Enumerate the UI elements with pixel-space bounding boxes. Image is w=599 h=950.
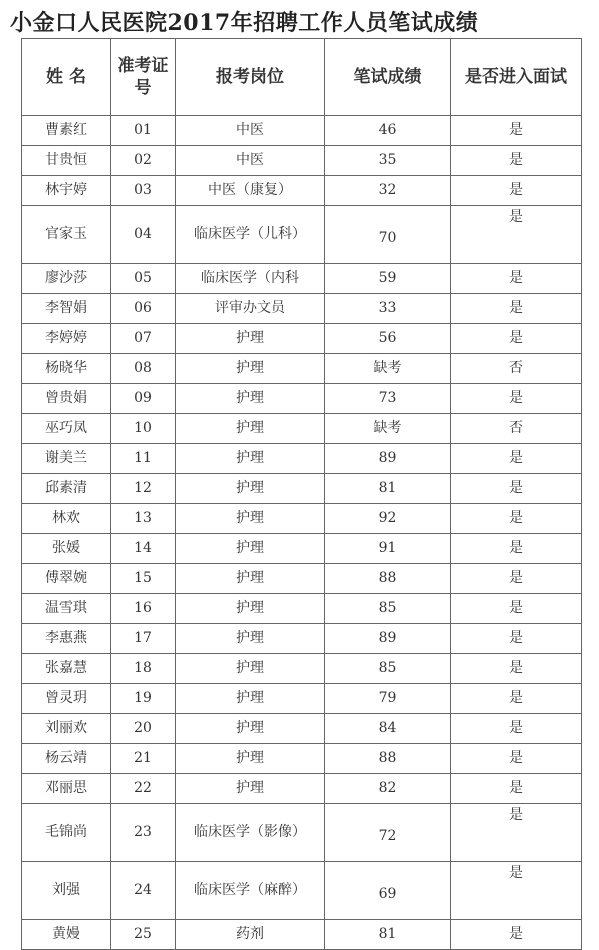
cell-interview: 是	[451, 116, 582, 146]
cell-score: 85	[325, 654, 451, 684]
cell-interview: 是	[451, 714, 582, 744]
cell-ticket: 15	[111, 564, 176, 594]
table-row	[22, 564, 582, 594]
cell-position: 评审办文员	[176, 294, 325, 324]
cell-name: 李惠燕	[22, 624, 111, 654]
table-row	[22, 264, 582, 294]
cell-position: 护理	[176, 774, 325, 804]
table-row	[22, 594, 582, 624]
cell-interview: 否	[451, 414, 582, 444]
header-name: 姓 名	[22, 39, 111, 116]
cell-position: 护理	[176, 654, 325, 684]
cell-position: 护理	[176, 594, 325, 624]
table-row	[22, 684, 582, 714]
cell-ticket: 05	[111, 264, 176, 294]
cell-position: 中医	[176, 116, 325, 146]
table-row	[22, 176, 582, 206]
cell-ticket: 03	[111, 176, 176, 206]
cell-score: 85	[325, 594, 451, 624]
cell-score: 缺考	[325, 414, 451, 444]
cell-position: 护理	[176, 684, 325, 714]
cell-position: 中医（康复）	[176, 176, 325, 206]
cell-position: 护理	[176, 384, 325, 414]
cell-name: 曾灵玥	[22, 684, 111, 714]
cell-ticket: 12	[111, 474, 176, 504]
header-interview: 是否进入面试	[451, 39, 582, 116]
cell-interview: 是	[451, 744, 582, 774]
cell-score: 33	[325, 294, 451, 324]
cell-interview: 是	[451, 206, 582, 264]
cell-name: 刘丽欢	[22, 714, 111, 744]
cell-score: 59	[325, 264, 451, 294]
cell-name: 廖沙莎	[22, 264, 111, 294]
cell-position: 护理	[176, 354, 325, 384]
cell-score: 79	[325, 684, 451, 714]
cell-ticket: 09	[111, 384, 176, 414]
cell-position: 临床医学（儿科）	[176, 206, 325, 264]
cell-name: 官家玉	[22, 206, 111, 264]
cell-ticket: 20	[111, 714, 176, 744]
cell-name: 甘贵恒	[22, 146, 111, 176]
cell-name: 李智娟	[22, 294, 111, 324]
cell-position: 护理	[176, 324, 325, 354]
cell-name: 刘强	[22, 862, 111, 920]
cell-name: 谢美兰	[22, 444, 111, 474]
cell-position: 临床医学（影像）	[176, 804, 325, 862]
table-row	[22, 324, 582, 354]
cell-interview: 是	[451, 384, 582, 414]
cell-interview: 是	[451, 474, 582, 504]
page-title: 小金口人民医院2017年招聘工作人员笔试成绩	[10, 10, 479, 36]
cell-name: 张媛	[22, 534, 111, 564]
cell-score: 32	[325, 176, 451, 206]
cell-interview: 是	[451, 264, 582, 294]
cell-ticket: 25	[111, 920, 176, 950]
table-row	[22, 206, 582, 264]
cell-score: 70	[325, 206, 451, 264]
table-row	[22, 116, 582, 146]
cell-position: 临床医学（麻醉）	[176, 862, 325, 920]
cell-interview: 是	[451, 294, 582, 324]
cell-name: 邓丽思	[22, 774, 111, 804]
cell-ticket: 02	[111, 146, 176, 176]
header-score: 笔试成绩	[325, 39, 451, 116]
score-table	[21, 38, 582, 950]
table-row	[22, 654, 582, 684]
cell-ticket: 19	[111, 684, 176, 714]
cell-interview: 是	[451, 176, 582, 206]
cell-name: 巫巧凤	[22, 414, 111, 444]
cell-score: 88	[325, 564, 451, 594]
cell-position: 中医	[176, 146, 325, 176]
table-row	[22, 294, 582, 324]
table-row	[22, 744, 582, 774]
cell-score: 89	[325, 444, 451, 474]
cell-ticket: 18	[111, 654, 176, 684]
cell-ticket: 04	[111, 206, 176, 264]
cell-position: 护理	[176, 504, 325, 534]
header-ticket: 准考证号	[111, 39, 176, 116]
cell-interview: 是	[451, 774, 582, 804]
cell-name: 邱素清	[22, 474, 111, 504]
cell-score: 88	[325, 744, 451, 774]
cell-score: 72	[325, 804, 451, 862]
cell-score: 89	[325, 624, 451, 654]
table-row	[22, 804, 582, 862]
cell-interview: 是	[451, 564, 582, 594]
cell-name: 李婷婷	[22, 324, 111, 354]
cell-score: 81	[325, 474, 451, 504]
cell-ticket: 01	[111, 116, 176, 146]
cell-position: 护理	[176, 474, 325, 504]
cell-ticket: 24	[111, 862, 176, 920]
cell-interview: 是	[451, 804, 582, 862]
table-row	[22, 444, 582, 474]
cell-ticket: 16	[111, 594, 176, 624]
cell-score: 84	[325, 714, 451, 744]
cell-name: 张嘉慧	[22, 654, 111, 684]
cell-position: 护理	[176, 744, 325, 774]
cell-position: 临床医学（内科	[176, 264, 325, 294]
cell-ticket: 14	[111, 534, 176, 564]
cell-score: 73	[325, 384, 451, 414]
cell-score: 69	[325, 862, 451, 920]
cell-name: 林欢	[22, 504, 111, 534]
table-row	[22, 862, 582, 920]
cell-score: 46	[325, 116, 451, 146]
cell-position: 护理	[176, 564, 325, 594]
cell-interview: 否	[451, 354, 582, 384]
cell-interview: 是	[451, 504, 582, 534]
cell-interview: 是	[451, 594, 582, 624]
cell-score: 56	[325, 324, 451, 354]
cell-ticket: 11	[111, 444, 176, 474]
cell-interview: 是	[451, 324, 582, 354]
cell-score: 81	[325, 920, 451, 950]
cell-interview: 是	[451, 624, 582, 654]
table-row	[22, 384, 582, 414]
cell-interview: 是	[451, 444, 582, 474]
header-position: 报考岗位	[176, 39, 325, 116]
table-row	[22, 354, 582, 384]
cell-name: 林宇婷	[22, 176, 111, 206]
header-row	[22, 39, 582, 116]
table-row	[22, 414, 582, 444]
cell-ticket: 21	[111, 744, 176, 774]
cell-name: 杨云靖	[22, 744, 111, 774]
cell-interview: 是	[451, 684, 582, 714]
cell-score: 35	[325, 146, 451, 176]
table-row	[22, 714, 582, 744]
cell-ticket: 23	[111, 804, 176, 862]
cell-position: 护理	[176, 534, 325, 564]
cell-ticket: 22	[111, 774, 176, 804]
cell-ticket: 06	[111, 294, 176, 324]
table-row	[22, 774, 582, 804]
cell-score: 82	[325, 774, 451, 804]
cell-interview: 是	[451, 534, 582, 564]
cell-score: 缺考	[325, 354, 451, 384]
cell-position: 护理	[176, 444, 325, 474]
cell-name: 曾贵娟	[22, 384, 111, 414]
table-row	[22, 624, 582, 654]
cell-ticket: 07	[111, 324, 176, 354]
cell-name: 曹素红	[22, 116, 111, 146]
cell-position: 护理	[176, 624, 325, 654]
table-row	[22, 146, 582, 176]
table-row	[22, 920, 582, 950]
cell-score: 92	[325, 504, 451, 534]
cell-ticket: 10	[111, 414, 176, 444]
cell-position: 护理	[176, 714, 325, 744]
cell-name: 杨晓华	[22, 354, 111, 384]
table-row	[22, 474, 582, 504]
table-row	[22, 534, 582, 564]
cell-name: 黄嫚	[22, 920, 111, 950]
cell-ticket: 13	[111, 504, 176, 534]
cell-interview: 是	[451, 146, 582, 176]
table-row	[22, 504, 582, 534]
cell-name: 毛锦尚	[22, 804, 111, 862]
cell-ticket: 17	[111, 624, 176, 654]
cell-ticket: 08	[111, 354, 176, 384]
cell-score: 91	[325, 534, 451, 564]
cell-interview: 是	[451, 920, 582, 950]
cell-name: 温雪琪	[22, 594, 111, 624]
cell-position: 药剂	[176, 920, 325, 950]
cell-interview: 是	[451, 654, 582, 684]
cell-position: 护理	[176, 414, 325, 444]
cell-name: 傅翠婉	[22, 564, 111, 594]
cell-interview: 是	[451, 862, 582, 920]
